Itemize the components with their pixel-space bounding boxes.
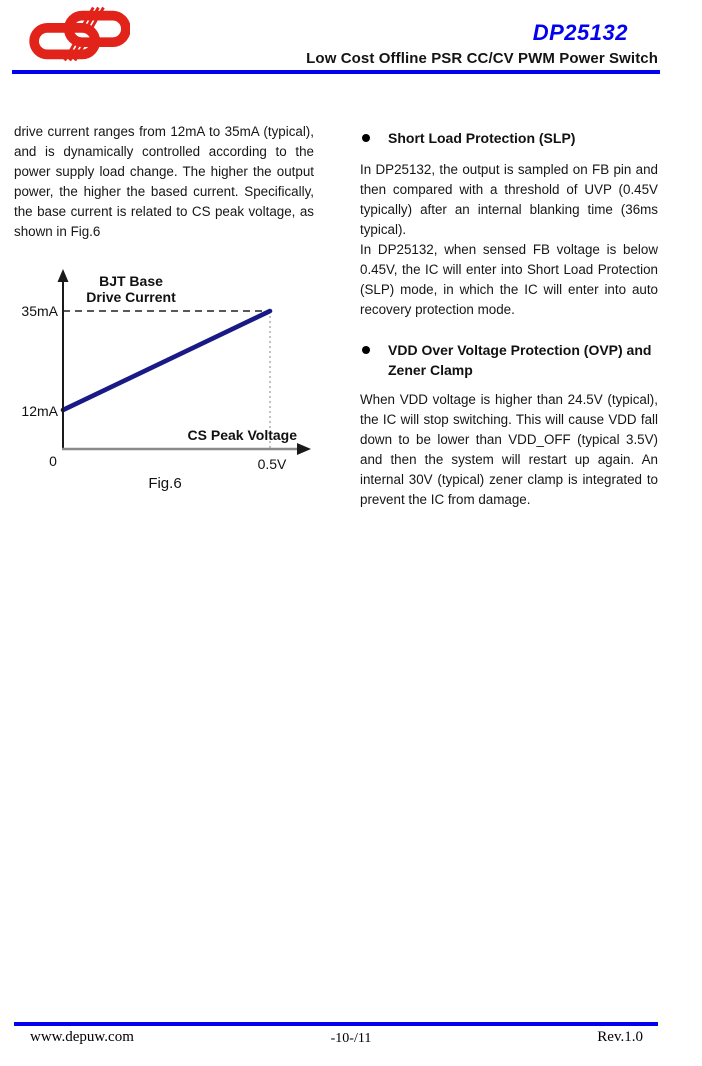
chart-title-line2: Drive Current [86,289,176,305]
section-heading-label: Short Load Protection (SLP) [388,130,576,146]
section-heading-slp [360,128,658,148]
y-tick-35ma: 35mA [21,303,58,319]
x-axis-label: CS Peak Voltage [187,427,297,443]
header-title-block [306,20,658,67]
bullet-icon [362,134,370,142]
figure-caption: Fig.6 [148,475,182,492]
left-column [14,122,314,498]
header-divider [12,70,660,74]
section-heading-ovp [360,340,658,380]
section-heading-label: VDD Over Voltage Protection (OVP) and Zener Clamp [388,342,652,378]
bullet-icon [362,346,370,354]
x-tick-0-5v: 0.5V [257,456,287,472]
chart-title-line1: BJT Base [99,273,163,289]
y-axis-arrow-icon [58,269,69,282]
data-line [63,311,270,410]
x-axis-arrow-icon [297,443,311,455]
footer-revision: Rev.1.0 [597,1029,643,1045]
body-paragraph-slp-2: In DP25132, when sensed FB voltage is below 0.45V, the IC will enter into Short Load Protection (SLP) mode, in which the IC will enter into auto recovery protection mode. [360,242,658,317]
footer-page-number: -10-/11 [330,1031,372,1046]
body-paragraph-ovp: When VDD voltage is higher than 24.5V (typical), the IC will stop switching. This will cause VDD fall down to be lower than VDD_OFF (typical 3.5V) and then the system will restart up again. An internal 30V (typical) zener clamp is integrated to prevent the IC from damage. [360,392,658,507]
body-paragraph-slp-1: In DP25132, the output is sampled on FB pin and then compared with a threshold of UVP (0.45V typically) after an internal blanking time (36ms typical). [360,162,658,237]
y-tick-12ma: 12mA [21,403,58,419]
document-subtitle: Low Cost Offline PSR CC/CV PWM Power Switch [306,50,658,67]
dp-monogram-icon [28,6,130,62]
body-paragraph-drive-current: drive current ranges from 12mA to 35mA (typical), and is dynamically controlled according to the power supply load change. The higher the output power, the higher the based current. Specifically, the base current is related to CS peak voltage, as shown in Fig.6 [14,124,314,239]
footer-divider [14,1022,658,1026]
right-column [360,122,658,510]
footer-website: www.depuw.com [30,1029,134,1045]
part-number: DP25132 [532,20,628,45]
x-tick-origin: 0 [49,453,57,469]
figure-6-chart [14,268,314,498]
